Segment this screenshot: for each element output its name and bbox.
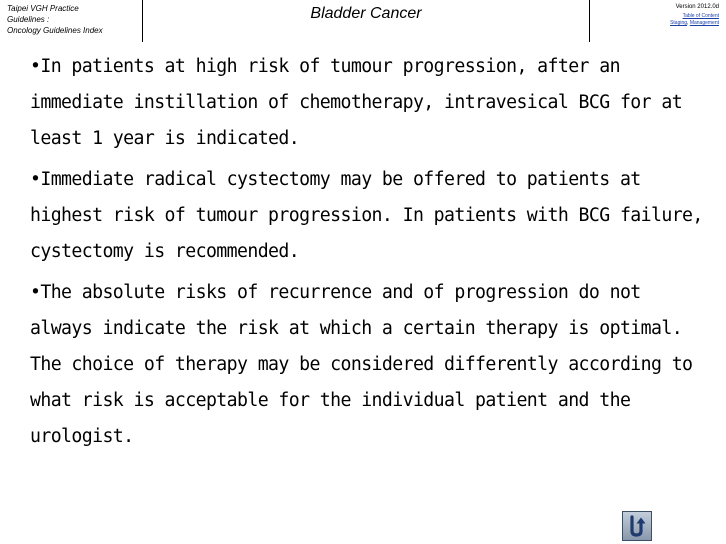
table-of-content-link[interactable]: Table of Content [682,13,719,19]
header-right [590,0,726,42]
header-line-3: Oncology Guidelines Index [7,26,103,35]
paragraph-bcg-instillation: •In patients at high risk of tumour progression, after an immediate instillation of chemotherapy, intravesical BCG for at least 1 year is indicated. [30,56,683,149]
paragraph-absolute-risks: •The absolute risks of recurrence and of progression do not always indicate the risk at which a certain therapy is optimal. The choice of therapy may be considered differently according to what risk is acceptable for the individual patient and the urologist. [30,282,693,447]
header-line-2: Guidelines : [7,15,50,24]
paragraph-radical-cystectomy: •Immediate radical cystectomy may be offered to patients at highest risk of tumour progression. In patients with BCG failure, cystectomy is recommended. [30,169,703,262]
page-title: Bladder Cancer [143,0,590,42]
management-link[interactable]: Management [689,20,719,26]
return-arrow-icon [622,511,652,541]
header [0,0,726,42]
nav-row-1 [590,13,719,20]
return-button[interactable] [622,511,652,541]
body-text [30,49,710,460]
guidelines-index-label [0,0,143,42]
header-line-1: Taipei VGH Practice [7,4,79,13]
nav-row-2: Staging, Management [670,20,719,26]
version-label: Version 2012.0d [675,4,719,10]
staging-link[interactable]: Staging [670,20,688,26]
